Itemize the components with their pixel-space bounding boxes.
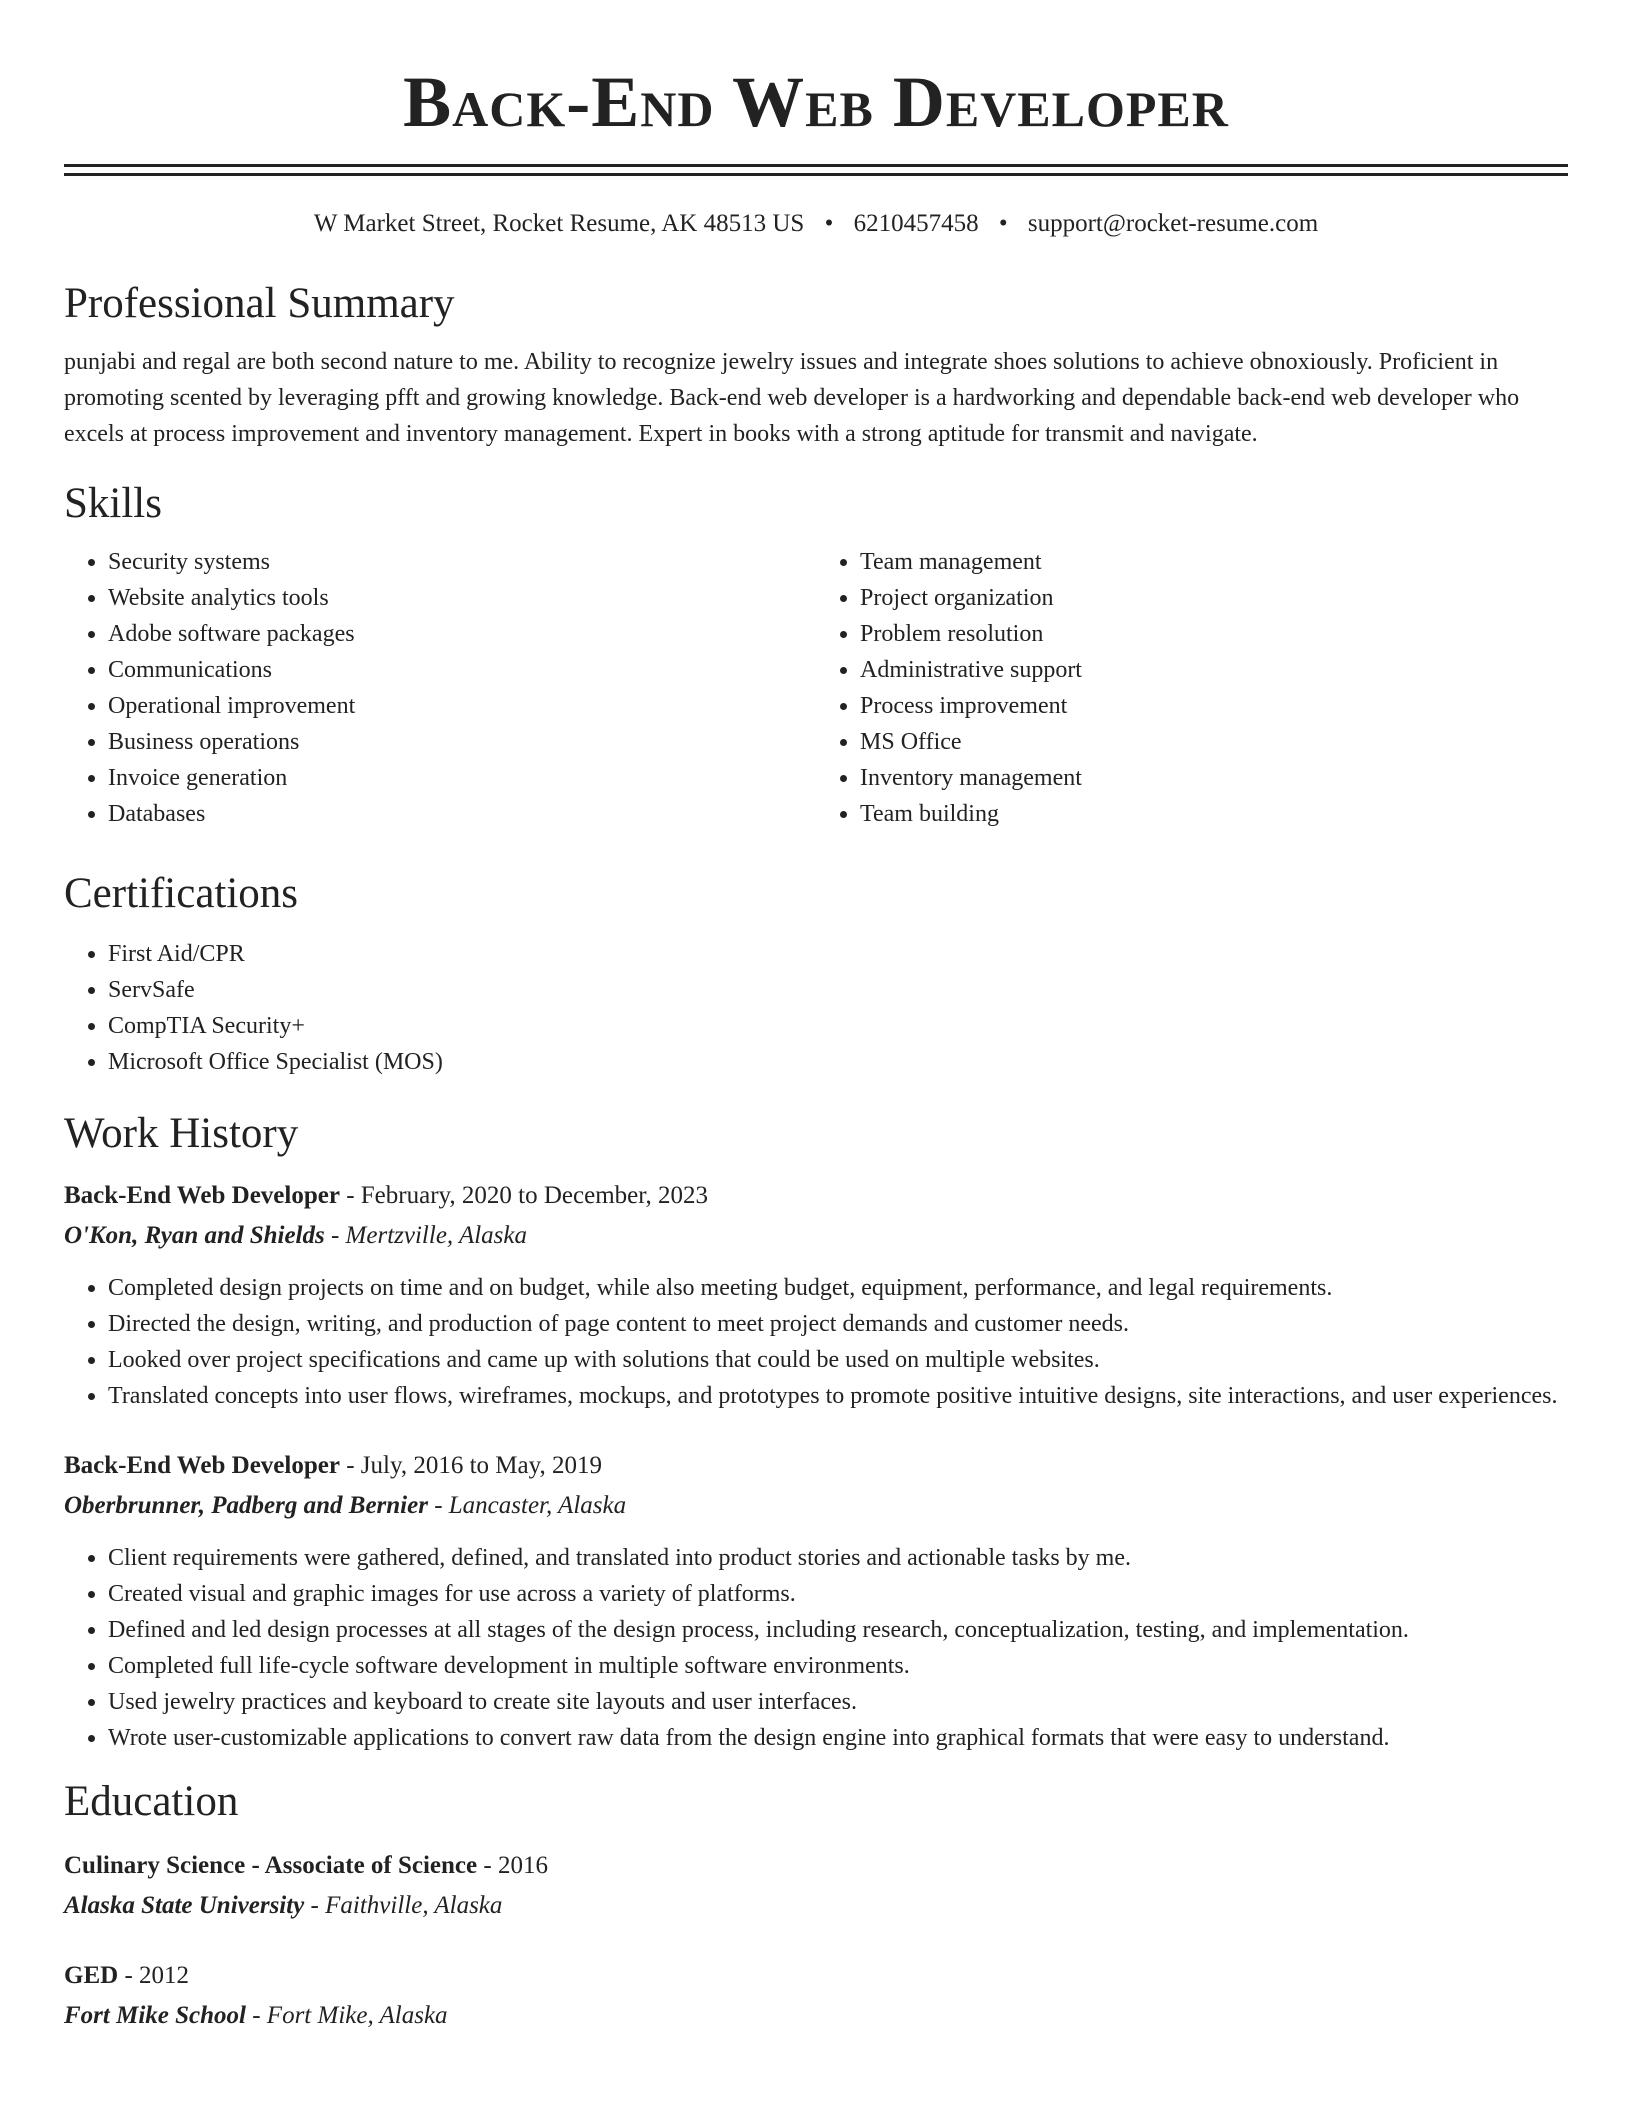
job-location: - Lancaster, Alaska	[427, 1492, 627, 1519]
skills-list-right	[816, 544, 1568, 832]
education-year: - 2016	[477, 1852, 548, 1879]
education-degree-line	[64, 1956, 1568, 1996]
skills-list-left	[64, 544, 816, 832]
skill-item: • Inventory management	[860, 760, 1568, 796]
summary-heading: Professional Summary	[64, 280, 455, 327]
certifications-heading: Certifications	[64, 870, 299, 917]
contact-address: W Market Street, Rocket Resume, AK 48513 US	[313, 210, 805, 237]
certification-item: • First Aid/CPR	[108, 936, 1568, 972]
skill-item: • Security systems	[108, 544, 816, 580]
job-company: Oberbrunner, Padberg and Bernier	[64, 1492, 428, 1519]
certifications-list	[64, 936, 1568, 1080]
job-entry	[64, 1446, 1568, 1756]
work-history-heading: Work History	[64, 1110, 299, 1157]
job-company-line	[64, 1216, 1568, 1256]
contact-email: support@rocket-resume.com	[1027, 210, 1319, 237]
job-bullet: • Client requirements were gathered, defined, and translated into product stories and actionable tasks by me.	[108, 1540, 1568, 1576]
education-location: - Fort Mike, Alaska	[245, 2002, 448, 2029]
resume-title: Back-End Web Developer	[403, 62, 1229, 142]
education-school-line	[64, 1886, 1568, 1926]
job-bullets	[64, 1270, 1568, 1414]
education-heading: Education	[64, 1778, 239, 1825]
skill-item: • Business operations	[108, 724, 816, 760]
job-company: O'Kon, Ryan and Shields	[64, 1222, 325, 1249]
skill-item: • Operational improvement	[108, 688, 816, 724]
education-entry	[64, 1956, 1568, 2036]
job-dates: - February, 2020 to December, 2023	[339, 1182, 709, 1209]
job-bullets	[64, 1540, 1568, 1756]
education-school: Alaska State University	[64, 1892, 305, 1919]
certification-item: • CompTIA Security+	[108, 1008, 1568, 1044]
certification-item: • Microsoft Office Specialist (MOS)	[108, 1044, 1568, 1080]
skills-heading: Skills	[64, 480, 162, 527]
education-entry	[64, 1846, 1568, 1926]
job-bullet: • Created visual and graphic images for use across a variety of platforms.	[108, 1576, 1568, 1612]
contact-separator: •	[824, 210, 834, 237]
job-bullet: • Completed full life-cycle software development in multiple software environments.	[108, 1648, 1568, 1684]
job-company-line	[64, 1486, 1568, 1526]
job-title-line	[64, 1176, 1568, 1216]
skills-columns	[64, 544, 1568, 832]
education-degree: Culinary Science - Associate of Science	[64, 1852, 478, 1879]
job-bullet: • Used jewelry practices and keyboard to create site layouts and user interfaces.	[108, 1684, 1568, 1720]
education-degree-line	[64, 1846, 1568, 1886]
certification-item: • ServSafe	[108, 972, 1568, 1008]
skill-item: • Process improvement	[860, 688, 1568, 724]
skill-item: • Databases	[108, 796, 816, 832]
contact-phone: 6210457458	[853, 210, 979, 237]
job-dates: - July, 2016 to May, 2019	[339, 1452, 602, 1479]
summary-text: punjabi and regal are both second nature to me. Ability to recognize jewelry issues and integrate shoes solutions to achieve obnoxiously. Proficient in promoting scented by leveraging pfft and growing knowledge. Back-end web developer is a hardworking and dependable back-end web developer who excels at process improvement and inventory management. Expert in books with a strong aptitude for transmit and navigate.	[64, 349, 1520, 447]
job-bullet: • Looked over project specifications and came up with solutions that could be used on multiple websites.	[108, 1342, 1568, 1378]
contact-separator: •	[998, 210, 1008, 237]
skill-item: • Administrative support	[860, 652, 1568, 688]
job-bullet: • Translated concepts into user flows, wireframes, mockups, and prototypes to promote positive intuitive designs, site interactions, and user experiences.	[108, 1378, 1568, 1414]
skill-item: • Adobe software packages	[108, 616, 816, 652]
skill-item: • MS Office	[860, 724, 1568, 760]
job-bullet: • Defined and led design processes at all stages of the design process, including research, conceptualization, testing, and implementation.	[108, 1612, 1568, 1648]
skill-item: • Project organization	[860, 580, 1568, 616]
education-school-line	[64, 1996, 1568, 2036]
header-divider-bottom	[64, 173, 1568, 176]
skill-item: • Problem resolution	[860, 616, 1568, 652]
job-title: Back-End Web Developer	[64, 1452, 340, 1479]
education-school: Fort Mike School	[64, 2002, 246, 2029]
header-divider-top	[64, 164, 1568, 167]
education-year: - 2012	[118, 1962, 190, 1989]
education-degree: GED	[64, 1962, 119, 1989]
education-location: - Faithville, Alaska	[304, 1892, 503, 1919]
skill-item: • Invoice generation	[108, 760, 816, 796]
job-bullet: • Completed design projects on time and on budget, while also meeting budget, equipment, performance, and legal requirements.	[108, 1270, 1568, 1306]
job-location: - Mertzville, Alaska	[324, 1222, 528, 1249]
job-title-line	[64, 1446, 1568, 1486]
job-bullet: • Directed the design, writing, and production of page content to meet project demands and customer needs.	[108, 1306, 1568, 1342]
skill-item: • Website analytics tools	[108, 580, 816, 616]
skill-item: • Team building	[860, 796, 1568, 832]
job-bullet: • Wrote user-customizable applications to convert raw data from the design engine into graphical formats that were easy to understand.	[108, 1720, 1568, 1756]
skill-item: • Team management	[860, 544, 1568, 580]
job-entry	[64, 1176, 1568, 1414]
contact-line	[64, 208, 1568, 240]
skill-item: • Communications	[108, 652, 816, 688]
job-title: Back-End Web Developer	[64, 1182, 340, 1209]
